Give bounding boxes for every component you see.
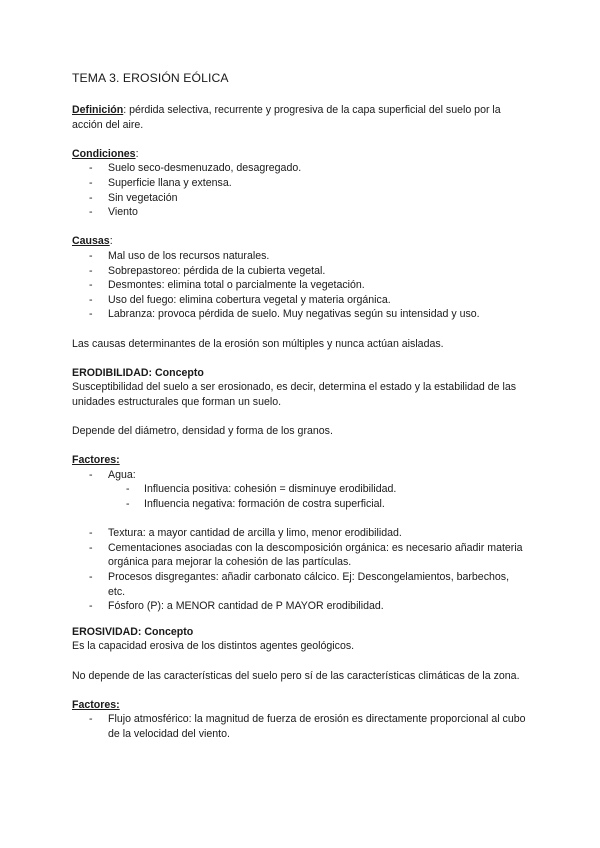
condiciones-label: Condiciones [72, 147, 136, 160]
erodibilidad-factores-list-2 [72, 526, 528, 614]
list-item: - Sin vegetación [89, 191, 178, 204]
erosividad-text: Es la capacidad erosiva de los distintos agentes geológicos. [72, 640, 355, 653]
causas-label: Causas [72, 235, 110, 248]
list-item: - Superficie llana y extensa. [89, 176, 232, 189]
condiciones-list [72, 161, 528, 219]
condiciones-heading: Condiciones: [72, 147, 139, 160]
list-item: - Agua: [89, 468, 136, 481]
erosividad-heading: EROSIVIDAD: Concepto [72, 625, 194, 638]
list-item: - Flujo atmosférico: la magnitud de fuerza de erosión es directamente proporcional al cubo de la velocidad del viento. [89, 713, 526, 740]
list-item: - Textura: a mayor cantidad de arcilla y limo, menor erodibilidad. [89, 527, 402, 540]
erosividad-factores-list [72, 712, 528, 741]
list-item: - Cementaciones asociadas con la descomposición orgánica: es necesario añadir materia orgánica para mejorar la cohesión de las partículas. [89, 541, 523, 569]
list-item: - Suelo seco-desmenuzado, desagregado. [89, 162, 302, 175]
list-item: - Uso del fuego: elimina cobertura vegetal y materia orgánica. [89, 293, 391, 306]
agua-sublist [72, 482, 528, 511]
list-item: - Mal uso de los recursos naturales. [89, 249, 270, 262]
list-item: - Viento [89, 206, 138, 219]
document-page [72, 70, 528, 742]
erodibilidad-factores-heading: Factores: [72, 454, 120, 467]
list-item: - Influencia negativa: formación de costra superficial. [126, 498, 385, 511]
list-item: - Desmontes: elimina total o parcialmente la vegetación. [89, 279, 365, 292]
definicion-paragraph [72, 103, 528, 132]
erodibilidad-text: Susceptibilidad del suelo a ser erosionado, es decir, determina el estado y la estabilidad de las unidades estructurales que forman un suelo. [72, 381, 517, 408]
document-title: TEMA 3. EROSIÓN EÓLICA [72, 71, 229, 85]
erosividad-factores-heading: Factores: [72, 698, 120, 711]
list-item: - Influencia positiva: cohesión = disminuye erodibilidad. [126, 483, 397, 496]
list-item: - Sobrepastoreo: pérdida de la cubierta vegetal. [89, 264, 326, 277]
erodibilidad-depende: Depende del diámetro, densidad y forma de los granos. [72, 425, 333, 438]
list-item: - Procesos disgregantes: añadir carbonato cálcico. Ej: Descongelamientos, barbechos, etc. [89, 571, 510, 598]
erodibilidad-factores-list [72, 468, 528, 483]
list-item: - Fósforo (P): a MENOR cantidad de P MAYOR erodibilidad. [89, 600, 384, 613]
causas-conclusion: Las causas determinantes de la erosión son múltiples y nunca actúan aisladas. [72, 337, 444, 350]
causas-list [72, 249, 528, 322]
definicion-text: : pérdida selectiva, recurrente y progresiva de la capa superficial del suelo por la acción del aire. [72, 104, 501, 131]
list-item: - Labranza: provoca pérdida de suelo. Muy negativas según su intensidad y uso. [89, 308, 480, 321]
erosividad-no-depende: No depende de las características del suelo pero sí de las características climáticas de la zona. [72, 669, 520, 682]
causas-heading: Causas: [72, 235, 113, 248]
definicion-label: Definición [72, 104, 124, 116]
erodibilidad-heading: ERODIBILIDAD: Concepto [72, 366, 204, 379]
